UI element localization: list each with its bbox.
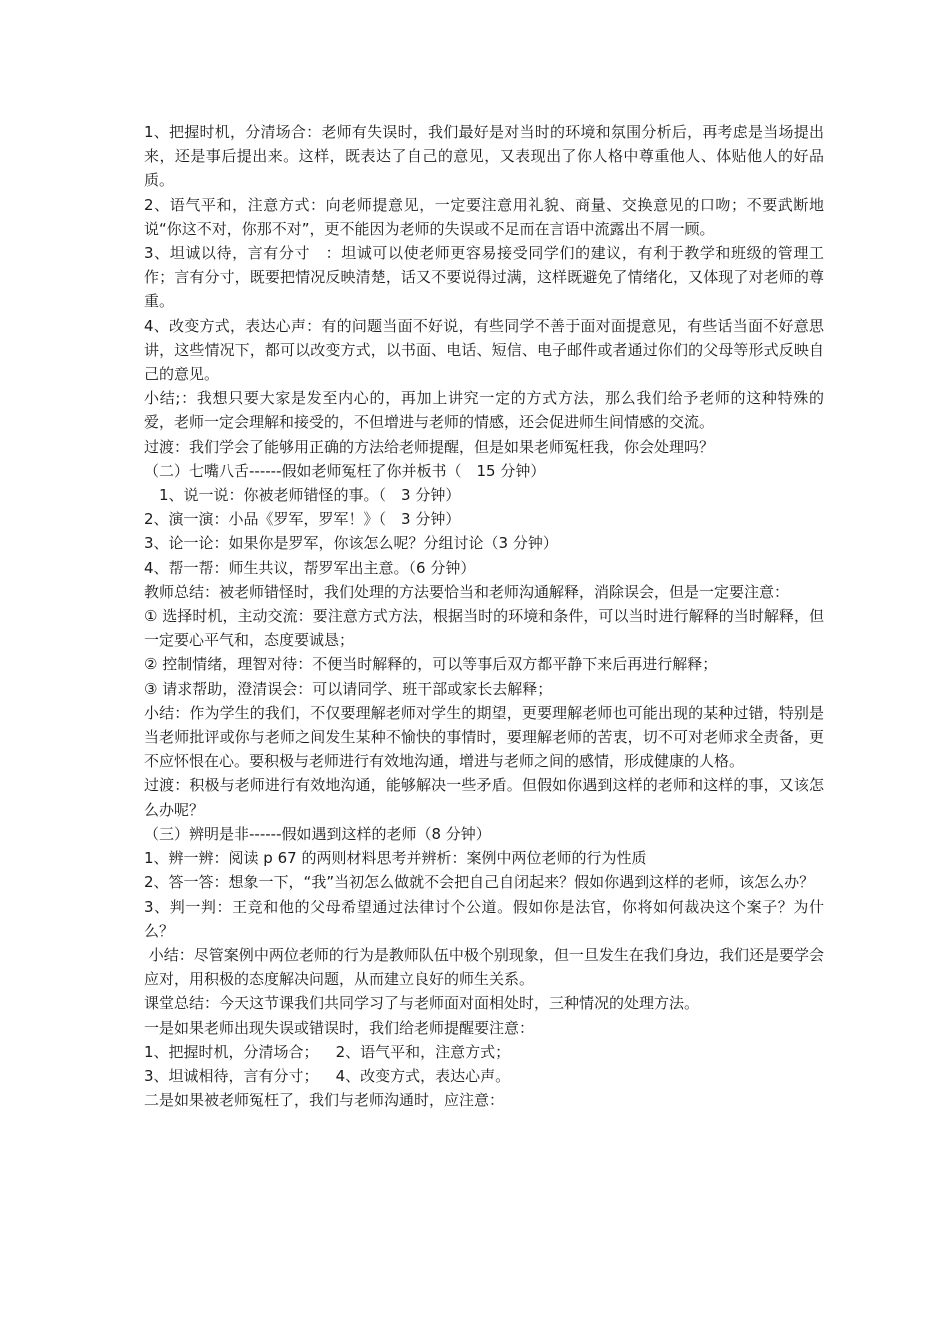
- paragraph-tip-2: 2、语气平和，注意方式：向老师提意见，一定要注意用礼貌、商量、交换意见的口吻；不要武断地说“你这不对，你那不对”，更不能因为老师的失误或不足而在言语中流露出不屑一顾。: [144, 195, 824, 238]
- case-item-2: 2、答一答：想象一下，“我”当初怎么做就不会把自己自闭起来？假如你遇到这样的老师，该怎么办？: [144, 873, 815, 892]
- paragraph-transition-1: 过渡：我们学会了能够用正确的方法给老师提醒，但是如果老师冤枉我，你会处理吗？: [144, 437, 715, 456]
- activity-item-4: 4、帮一帮：师生共议，帮罗军出主意。（6 分钟）: [144, 558, 476, 577]
- summary-list-row-1: 1、把握时机，分清场合； 2、语气平和，注意方式；: [144, 1042, 511, 1061]
- case-item-3: 3、判一判：王竞和他的父母希望通过法律讨个公道。假如你是法官，你将如何裁决这个案子？为什么？: [144, 897, 824, 940]
- paragraph-summary-1: 小结;：我想只要大家是发至内心的，再加上讲究一定的方式方法，那么我们给予老师的这种特殊的爱，老师一定会理解和接受的，不但增进与老师的情感，还会促进师生间情感的交流。: [144, 389, 824, 432]
- teacher-summary: 教师总结：被老师错怪时，我们处理的方法要恰当和老师沟通解释，消除误会，但是一定要注意：: [144, 582, 790, 601]
- case-item-1: 1、辨一辨：阅读 p 67 的两则材料思考并辨析：案例中两位老师的行为性质: [144, 849, 647, 868]
- summary-part-2: 二是如果被老师冤枉了，我们与老师沟通时，应注意：: [144, 1091, 505, 1110]
- document-body: [144, 120, 824, 1112]
- section-heading-3: （三）辨明是非------假如遇到这样的老师（8 分钟）: [144, 824, 491, 843]
- section-heading-2: （二）七嘴八舌------假如老师冤枉了你并板书（ 15 分钟）: [144, 461, 546, 480]
- paragraph-tip-4: 4、改变方式，表达心声：有的问题当面不好说，有些同学不善于面对面提意见，有些话当面不好意思讲，这些情况下，都可以改变方式，以书面、电话、短信、电子邮件或者通过你们的父母等形式反映自己的意见。: [144, 316, 824, 384]
- activity-item-3: 3、论一论：如果你是罗军，你该怎么呢？分组讨论（3 分钟）: [144, 534, 558, 553]
- paragraph-summary-2: 小结：作为学生的我们，不仅要理解老师对学生的期望，更要理解老师也可能出现的某种过错，特别是当老师批评或你与老师之间发生某种不愉快的事情时，要理解老师的苦衷，切不可对老师求全责备，更不应怀恨在心。要积极与老师进行有效地沟通，增进与老师之间的感情，形成健康的人格。: [144, 703, 824, 771]
- paragraph-tip-3: 3、坦诚以待，言有分寸 ：坦诚可以使老师更容易接受同学们的建议，有利于教学和班级的管理工作；言有分寸，既要把情况反映清楚，话又不要说得过满，这样既避免了情绪化，又体现了对老师的尊重。: [144, 244, 824, 311]
- point-1: ① 选择时机，主动交流：要注意方式方法，根据当时的环境和条件，可以当时进行解释的当时解释，但一定要心平气和，态度要诚恳；: [144, 607, 824, 650]
- summary-part-1: 一是如果老师出现失误或错误时，我们给老师提醒要注意：: [144, 1018, 535, 1037]
- paragraph-tip-1: 1、把握时机，分清场合：老师有失误时，我们最好是对当时的环境和氛围分析后，再考虑是当场提出来，还是事后提出来。这样，既表达了自己的意见，又表现出了你人格中尊重他人、体贴他人的好品质。: [144, 123, 824, 190]
- paragraph-transition-2: 过渡：积极与老师进行有效地沟通，能够解决一些矛盾。但假如你遇到这样的老师和这样的事，又该怎么办呢？: [144, 776, 824, 819]
- class-summary: 课堂总结：今天这节课我们共同学习了与老师面对面相处时，三种情况的处理方法。: [144, 994, 700, 1013]
- activity-item-1: 1、说一说：你被老师错怪的事。（ 3 分钟）: [144, 486, 461, 505]
- point-2: ② 控制情绪，理智对待：不便当时解释的，可以等事后双方都平静下来后再进行解释；: [144, 655, 718, 674]
- point-3: ③ 请求帮助，澄清误会：可以请同学、班干部或家长去解释；: [144, 679, 553, 698]
- activity-item-2: 2、演一演：小品《罗军，罗军！》（ 3 分钟）: [144, 510, 461, 529]
- paragraph-summary-3: 小结：尽管案例中两位老师的行为是教师队伍中极个别现象，但一旦发生在我们身边，我们还是要学会应对，用积极的态度解决问题，从而建立良好的师生关系。: [144, 945, 824, 989]
- summary-list-row-2: 3、坦诚相待，言有分寸； 4、改变方式，表达心声。: [144, 1066, 511, 1085]
